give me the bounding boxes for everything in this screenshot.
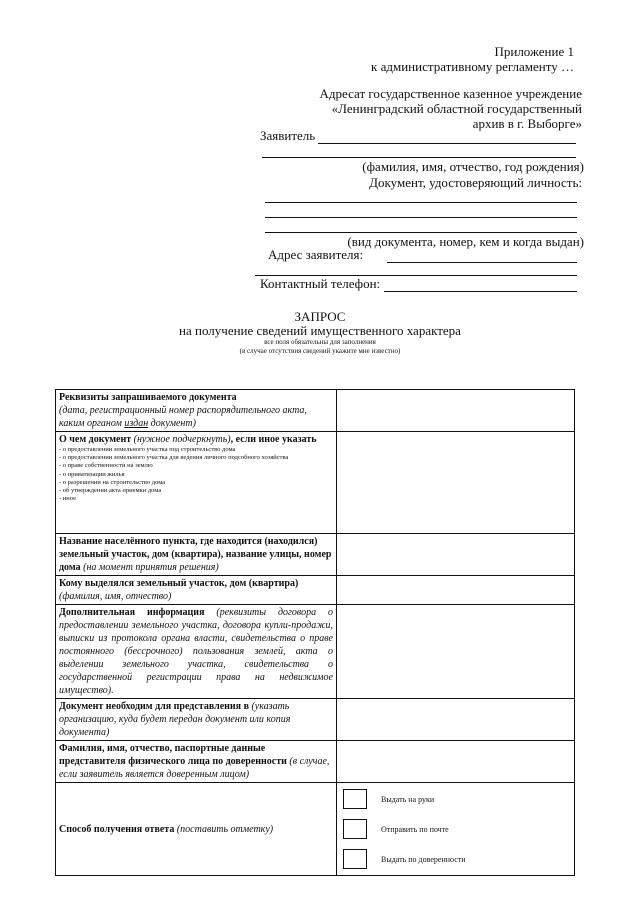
delivery-method-label bbox=[56, 783, 337, 876]
table-row bbox=[56, 741, 575, 783]
row-label-bold: Дополнительная информация bbox=[59, 607, 205, 618]
additional-info-label bbox=[56, 605, 337, 699]
location-field[interactable] bbox=[337, 534, 575, 576]
id-document-line-3[interactable] bbox=[265, 232, 577, 233]
delivery-method-options bbox=[337, 783, 575, 876]
table-row bbox=[56, 534, 575, 576]
table-row bbox=[56, 605, 575, 699]
applicant-name-line-2[interactable] bbox=[262, 157, 576, 158]
table-row bbox=[56, 432, 575, 534]
table-row bbox=[56, 699, 575, 741]
row-label-bold-end: , если иное указать bbox=[230, 434, 317, 445]
row-label-bold: О чем документ bbox=[59, 434, 134, 445]
subject-option[interactable]: - о разрешении на строительство дома bbox=[59, 478, 166, 486]
delivery-checkbox[interactable] bbox=[343, 819, 367, 839]
addressee-line-3: архив в г. Выборге» bbox=[472, 116, 582, 131]
applicant-name-caption: (фамилия, имя, отчество, год рождения) bbox=[362, 159, 584, 174]
delivery-option-proxy[interactable] bbox=[343, 844, 568, 874]
subject-option[interactable]: - иное bbox=[59, 495, 76, 503]
document-subject-field[interactable] bbox=[337, 432, 575, 534]
request-subtitle: на получение сведений имущественного характера bbox=[179, 323, 461, 338]
addressee-line-1: Адресат государственное казенное учреждение bbox=[319, 86, 582, 101]
document-details-label bbox=[56, 390, 337, 432]
id-document-line-2[interactable] bbox=[265, 217, 577, 218]
subject-option[interactable]: - о предоставлении земельного участка для ведения личного подсобного хозяйства bbox=[59, 454, 289, 462]
recipient-label bbox=[56, 576, 337, 605]
table-row bbox=[56, 783, 575, 876]
delivery-option-label: Выдать по доверенности bbox=[381, 854, 466, 864]
row-label-bold: Фамилия, имя, отчество, паспортные данные представителя физического лица по доверенности bbox=[59, 743, 290, 767]
applicant-name-line-1[interactable] bbox=[318, 143, 576, 144]
row-label-hint: (поставить отметку) bbox=[176, 823, 274, 835]
appendix-reference: к административному регламенту … bbox=[371, 59, 574, 74]
applicant-label: Заявитель bbox=[260, 128, 316, 143]
subject-option[interactable]: - о праве собственности на землю bbox=[59, 462, 153, 470]
recipient-field[interactable] bbox=[337, 576, 575, 605]
table-row bbox=[56, 390, 575, 432]
subject-option[interactable]: - о приватизации жилья bbox=[59, 470, 125, 478]
destination-label bbox=[56, 699, 337, 741]
row-label-hint: (в случае, если заявитель является доверенным лицом) bbox=[59, 756, 330, 780]
subject-option[interactable]: - о предоставлении земельного участка под строительство дома bbox=[59, 446, 236, 453]
row-label-bold: Название населённого пункта, где находится (находился) земельный участок, дом (квартира), название улицы, номер дома bbox=[59, 536, 332, 573]
missing-info-note: (в случае отсутствия сведений укажите мне известно) bbox=[239, 347, 401, 355]
additional-info-field[interactable] bbox=[337, 605, 575, 699]
row-label-hint-end: документ) bbox=[148, 418, 196, 429]
delivery-checkbox[interactable] bbox=[343, 849, 367, 869]
id-document-label: Документ, удостоверяющий личность: bbox=[369, 175, 582, 190]
table-row bbox=[56, 576, 575, 605]
row-label-hint-underlined: издан bbox=[124, 418, 149, 429]
row-label-hint: (дата, регистрационный номер распорядительного акта, каким органом bbox=[59, 405, 307, 429]
address-label: Адрес заявителя: bbox=[268, 247, 364, 262]
row-label-bold: Кому выделялся земельный участок, дом (квартира) bbox=[59, 578, 299, 589]
row-label-hint: (нужное подчеркнуть) bbox=[133, 434, 231, 445]
phone-label: Контактный телефон: bbox=[260, 276, 381, 291]
required-fields-note: все поля обязательны для заполнения bbox=[264, 338, 376, 346]
row-label-bold: Документ необходим для представления в bbox=[59, 701, 252, 712]
delivery-option-label: Отправить по почте bbox=[381, 824, 449, 834]
delivery-option-mail[interactable] bbox=[343, 814, 568, 844]
row-label-bold: Реквизиты запрашиваемого документа bbox=[59, 392, 237, 403]
id-document-caption: (вид документа, номер, кем и когда выдан) bbox=[347, 234, 584, 249]
representative-label bbox=[56, 741, 337, 783]
addressee-line-2: «Ленинградский областной государственный bbox=[331, 101, 582, 116]
phone-line[interactable] bbox=[384, 291, 577, 292]
request-title: ЗАПРОС bbox=[294, 309, 346, 324]
row-label-hint: (фамилия, имя, отчество) bbox=[59, 591, 172, 602]
request-table bbox=[55, 389, 575, 876]
address-line-1[interactable] bbox=[387, 262, 577, 263]
location-label bbox=[56, 534, 337, 576]
representative-field[interactable] bbox=[337, 741, 575, 783]
appendix-number: Приложение 1 bbox=[494, 44, 574, 59]
destination-field[interactable] bbox=[337, 699, 575, 741]
subject-option[interactable]: - об утверждении акта приемки дома bbox=[59, 487, 162, 495]
delivery-option-label: Выдать на руки bbox=[381, 794, 435, 804]
row-label-bold: Способ получения ответа bbox=[59, 823, 177, 835]
row-label-hint: (на момент принятия решения) bbox=[83, 562, 219, 573]
row-label-hint: (указать организацию, куда будет передан документ или копия документа) bbox=[59, 701, 291, 738]
delivery-option-hand[interactable] bbox=[343, 784, 568, 814]
document-details-field[interactable] bbox=[337, 390, 575, 432]
document-subject-label bbox=[56, 432, 337, 534]
id-document-line-1[interactable] bbox=[265, 202, 577, 203]
row-label-hint: (реквизиты договора о предоставлении земельного участка, договора купли-продажи, выписки из протокола органа власти, свидетельства о праве постоянного (бессрочного) пользования землей, акта о выделении земельного участка, свидетельства о государственной регистрации права на недвижимое имущество). bbox=[59, 607, 333, 696]
delivery-checkbox[interactable] bbox=[343, 789, 367, 809]
